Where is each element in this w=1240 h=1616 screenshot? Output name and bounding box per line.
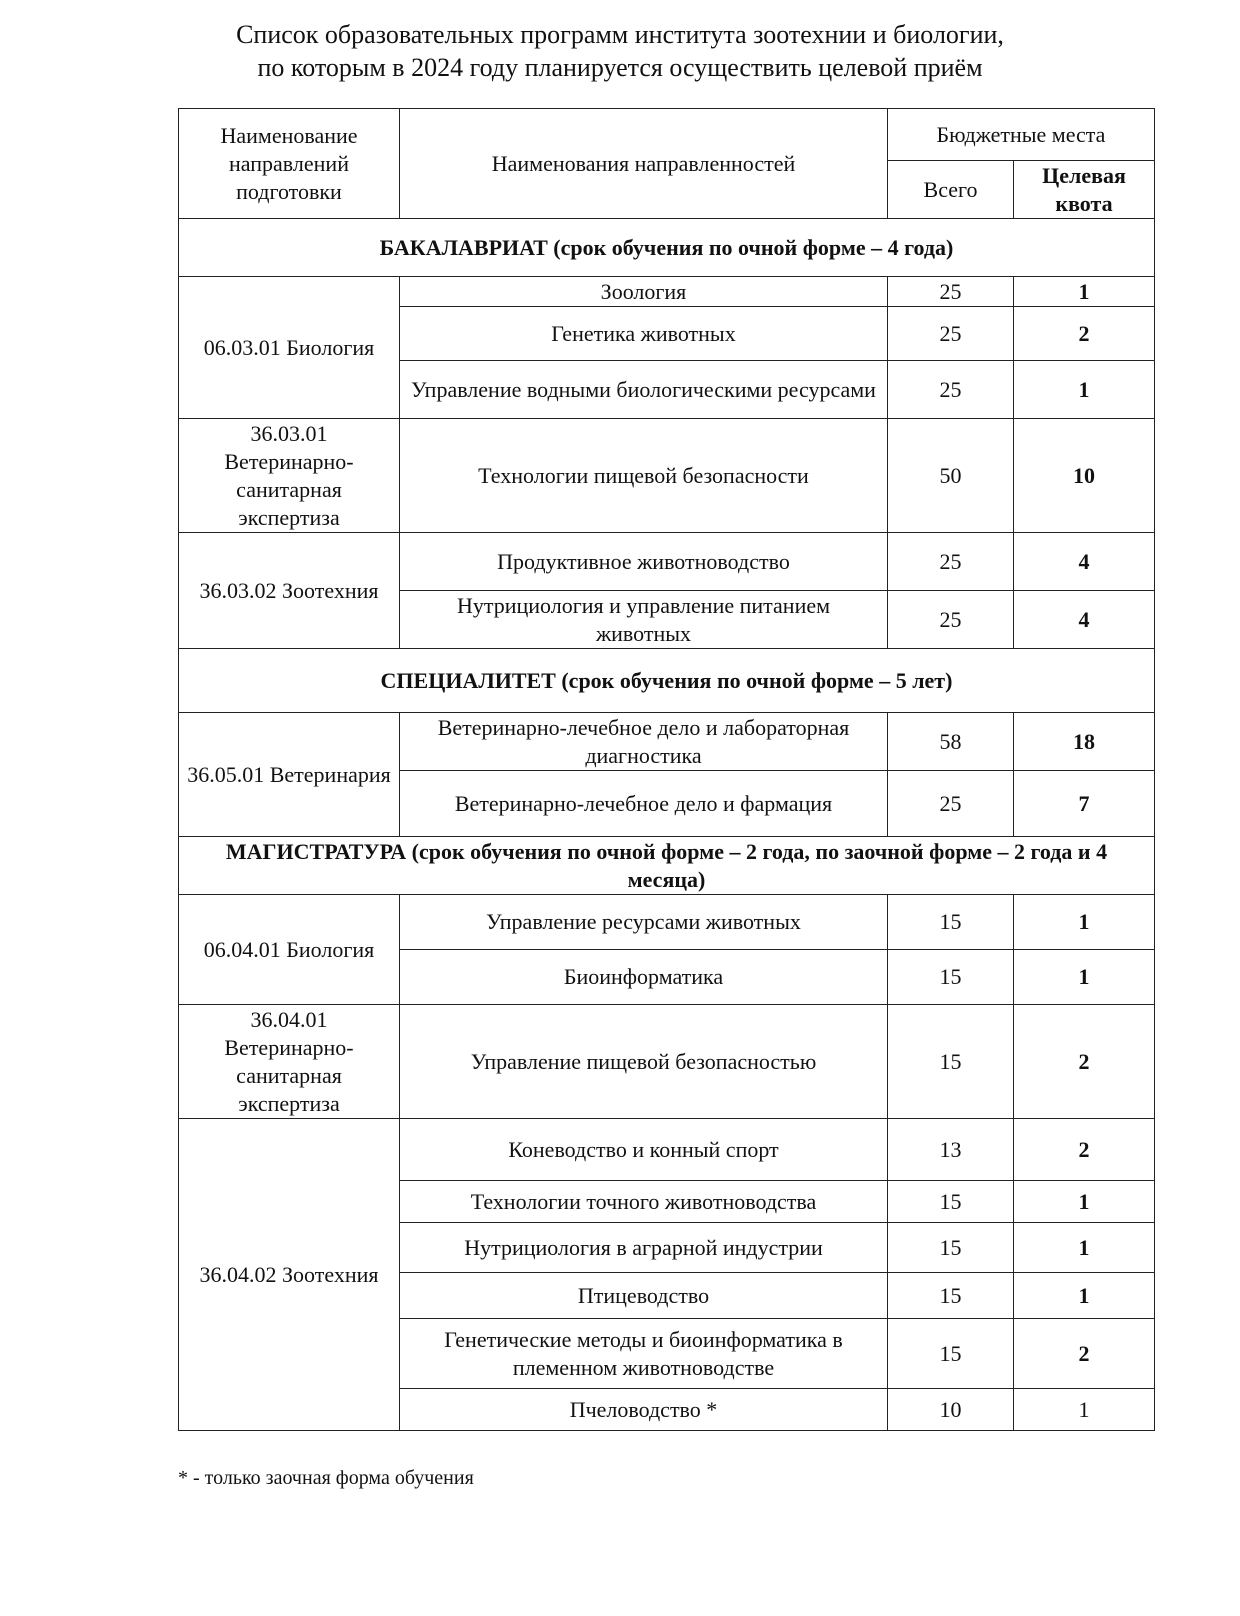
total-cell: 15 xyxy=(888,1005,1014,1119)
profile-cell: Ветеринарно-лечебное дело и лабораторная диагностика xyxy=(400,713,888,771)
direction-cell: 06.04.01 Биология xyxy=(179,895,400,1005)
header-direction: Наименование направлений подготовки xyxy=(179,109,400,219)
profile-cell: Технологии точного животноводства xyxy=(400,1181,888,1223)
header-row xyxy=(179,109,1155,161)
profile-cell: Нутрициология и управление питанием животных xyxy=(400,591,888,649)
total-cell: 15 xyxy=(888,1223,1014,1273)
target-quota-cell: 1 xyxy=(1014,950,1155,1005)
total-cell: 15 xyxy=(888,1181,1014,1223)
total-cell: 25 xyxy=(888,307,1014,361)
table-row xyxy=(179,895,1155,950)
total-cell: 15 xyxy=(888,950,1014,1005)
direction-cell: 06.03.01 Биология xyxy=(179,277,400,419)
target-quota-cell: 7 xyxy=(1014,771,1155,837)
target-quota-cell: 1 xyxy=(1014,277,1155,307)
total-cell: 25 xyxy=(888,361,1014,419)
total-cell: 25 xyxy=(888,533,1014,591)
profile-cell: Продуктивное животноводство xyxy=(400,533,888,591)
total-cell: 10 xyxy=(888,1389,1014,1431)
target-quota-cell: 18 xyxy=(1014,713,1155,771)
target-quota-cell: 1 xyxy=(1014,361,1155,419)
direction-cell: 36.05.01 Ветеринария xyxy=(179,713,400,837)
target-quota-cell: 2 xyxy=(1014,1319,1155,1389)
profile-cell: Управление водными биологическими ресурсами xyxy=(400,361,888,419)
direction-cell: 36.04.01 Ветеринарно-санитарная экспертиза xyxy=(179,1005,400,1119)
profile-cell: Генетические методы и биоинформатика в племенном животноводстве xyxy=(400,1319,888,1389)
profile-cell: Генетика животных xyxy=(400,307,888,361)
programs-table xyxy=(178,108,1155,1431)
total-cell: 25 xyxy=(888,771,1014,837)
profile-cell: Зоология xyxy=(400,277,888,307)
profile-cell: Биоинформатика xyxy=(400,950,888,1005)
total-cell: 15 xyxy=(888,1273,1014,1319)
section-title: БАКАЛАВРИАТ (срок обучения по очной форме – 4 года) xyxy=(179,219,1155,277)
document-title xyxy=(0,18,1240,84)
total-cell: 13 xyxy=(888,1119,1014,1181)
target-quota-cell: 1 xyxy=(1014,1223,1155,1273)
title-line-2: по которым в 2024 году планируется осуществить целевой приём xyxy=(257,53,983,82)
total-cell: 58 xyxy=(888,713,1014,771)
section-row xyxy=(179,649,1155,713)
target-quota-cell: 2 xyxy=(1014,1119,1155,1181)
direction-cell: 36.04.02 Зоотехния xyxy=(179,1119,400,1431)
target-quota-cell: 1 xyxy=(1014,1273,1155,1319)
profile-cell: Нутрициология в аграрной индустрии xyxy=(400,1223,888,1273)
target-quota-cell: 1 xyxy=(1014,1389,1155,1431)
target-quota-cell: 10 xyxy=(1014,419,1155,533)
profile-cell: Управление ресурсами животных xyxy=(400,895,888,950)
total-cell: 15 xyxy=(888,895,1014,950)
target-quota-cell: 2 xyxy=(1014,307,1155,361)
target-quota-cell: 2 xyxy=(1014,1005,1155,1119)
title-line-1: Список образовательных программ института зоотехнии и биологии, xyxy=(236,20,1004,49)
direction-cell: 36.03.02 Зоотехния xyxy=(179,533,400,649)
target-quota-cell: 4 xyxy=(1014,533,1155,591)
profile-cell: Ветеринарно-лечебное дело и фармация xyxy=(400,771,888,837)
profile-cell: Коневодство и конный спорт xyxy=(400,1119,888,1181)
section-title: СПЕЦИАЛИТЕТ (срок обучения по очной форме – 5 лет) xyxy=(179,649,1155,713)
total-cell: 50 xyxy=(888,419,1014,533)
section-row xyxy=(179,837,1155,895)
target-quota-cell: 4 xyxy=(1014,591,1155,649)
header-profile: Наименования направленностей xyxy=(400,109,888,219)
target-quota-cell: 1 xyxy=(1014,1181,1155,1223)
header-budget: Бюджетные места xyxy=(888,109,1155,161)
table-row xyxy=(179,713,1155,771)
section-title: МАГИСТРАТУРА (срок обучения по очной форме – 2 года, по заочной форме – 2 года и 4 месяца) xyxy=(179,837,1155,895)
table-row xyxy=(179,533,1155,591)
total-cell: 15 xyxy=(888,1319,1014,1389)
table-row xyxy=(179,277,1155,307)
direction-cell: 36.03.01 Ветеринарно-санитарная экспертиза xyxy=(179,419,400,533)
header-total: Всего xyxy=(888,161,1014,219)
total-cell: 25 xyxy=(888,277,1014,307)
total-cell: 25 xyxy=(888,591,1014,649)
header-target: Целевая квота xyxy=(1014,161,1155,219)
profile-cell: Пчеловодство * xyxy=(400,1389,888,1431)
footnote: * - только заочная форма обучения xyxy=(178,1467,474,1489)
profile-cell: Птицеводство xyxy=(400,1273,888,1319)
section-row xyxy=(179,219,1155,277)
table-row xyxy=(179,1119,1155,1181)
table-row xyxy=(179,419,1155,533)
table-row xyxy=(179,1005,1155,1119)
profile-cell: Управление пищевой безопасностью xyxy=(400,1005,888,1119)
profile-cell: Технологии пищевой безопасности xyxy=(400,419,888,533)
target-quota-cell: 1 xyxy=(1014,895,1155,950)
